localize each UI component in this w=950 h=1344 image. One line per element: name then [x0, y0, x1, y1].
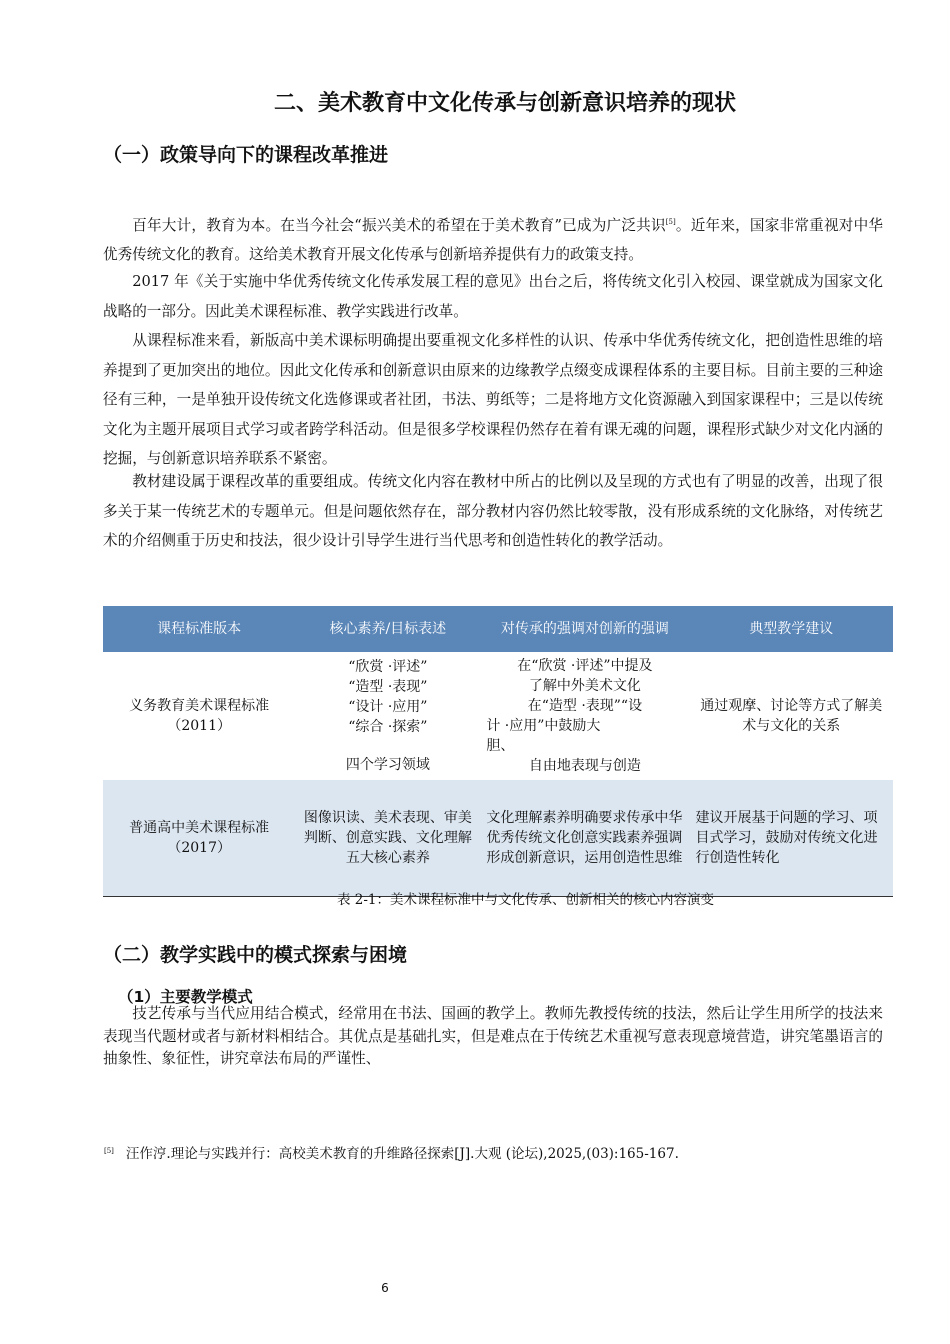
table-header-cell: 课程标准版本 — [157, 620, 242, 637]
subsection-title-policy: （一）政策导向下的课程改革推进 — [103, 144, 389, 166]
paragraph-teaching-mode: 技艺传承与当代应用结合模式，经常用在书法、国画的教学上。教师先教授传统的技法，然后让学生用所学的技法来表现当代题材或者与新材料相结合。其优点是基础扎实，但是难点在于传统艺术重视写意表现意境营造，讲究笔墨语言的抽象性、象征性，讲究章法布局的严谨性、 — [103, 1005, 883, 1067]
table-cell-emphasis — [480, 652, 689, 780]
cell-line: 计 ·应用”中鼓励大 — [486, 718, 601, 734]
table-row — [103, 652, 893, 780]
subsection-title-practice: （二）教学实践中的模式探索与困境 — [103, 944, 408, 966]
table-cell-emphasis: 文化理解素养明确要求传承中华优秀传统文化创意实践素养强调形成创新意识，运用创造性思维 — [486, 809, 683, 866]
citation-ref[interactable]: [5] — [665, 218, 676, 226]
table-row — [103, 780, 893, 896]
footnote-mark: [5] — [104, 1146, 114, 1155]
paragraph-2: 2017 年《关于实施中华优秀传统文化传承发展工程的意见》出台之后，将传统文化引入校园、课堂就成为国家文化战略的一部分。因此美术课程标准、教学实践进行改革。 — [103, 273, 883, 320]
table-cell-version — [103, 780, 295, 896]
table-cell-version — [103, 652, 295, 780]
sub-subsection-title: （1）主要教学模式 — [118, 988, 253, 1006]
cell-line: “设计 ·应用” — [348, 699, 428, 715]
table-header-cell: 核心素养/目标表述 — [329, 620, 447, 637]
cell-line: 义务教育美术课程标准 — [129, 698, 270, 714]
table-header-row — [103, 606, 893, 652]
paragraph-1-text-b: 。近年来，国家非常重视对中华优秀传统文化的教育。这给美术教育开展文化传承与创新培养提供有力的政策支持。 — [103, 216, 883, 264]
paragraph-1-text-a: 百年大计，教育为本。在当今社会“振兴美术的希望在于美术教育”已成为广泛共识 — [132, 216, 666, 234]
curriculum-standards-table — [103, 606, 893, 897]
cell-line: 在“欣赏 ·评述”中提及 — [517, 658, 653, 674]
cell-line: 在“造型 ·表现”“设 — [527, 698, 643, 714]
table-cell-goals — [295, 652, 480, 780]
cell-line: 普通高中美术课程标准 — [129, 819, 270, 836]
page-number: 6 — [381, 1281, 389, 1295]
table-cell-suggestion: 建议开展基于问题的学习、项目式学习，鼓励对传统文化进行创造性转化 — [695, 809, 878, 866]
cell-line — [301, 737, 474, 755]
footnote — [104, 1142, 679, 1162]
table-cell-suggestion: 通过观摩、讨论等方式了解美术与文化的关系 — [700, 698, 883, 734]
paragraph-3: 从课程标准来看，新版高中美术课标明确提出要重视文化多样性的认识、传承中华优秀传统文化，把创造性思维的培养提到了更加突出的地位。因此文化传承和创新意识由原来的边缘教学点缀变成课程体系的主要目标。目前主要的三种途径有三种，一是单独开设传统文化选修课或者社团，书法、剪纸等；二是将地方文化资源融入到国家课程中；三是以传统文化为主题开展项目式学习或者跨学科活动。但是很多学校课程仍然存在着有课无魂的问题，课程形式缺少对文化内涵的挖掘，与创新意识培养联系不紧密。 — [103, 332, 883, 467]
table-header-cell: 典型教学建议 — [749, 620, 834, 637]
footnote-text: 汪作涥.理论与实践并行：高校美术教育的升维路径探索[J].大观 (论坛),2025,(03):165-167. — [125, 1146, 679, 1162]
paragraph-4: 教材建设属于课程改革的重要组成。传统文化内容在教材中所占的比例以及呈现的方式也有了明显的改善，出现了很多关于某一传统艺术的专题单元。但是问题依然存在，部分教材内容仍然比较零散，没有形成系统的文化脉络，对传统艺术的介绍侧重于历史和技法，很少设计引导学生进行当代思考和创造性转化的教学活动。 — [103, 473, 883, 549]
cell-line: “造型 ·表现” — [348, 679, 428, 695]
paragraph-1 — [103, 208, 883, 270]
table-caption: 表 2-1：美术课程标准中与文化传承、创新相关的核心内容演变 — [336, 892, 715, 908]
section-title: 二、美术教育中文化传承与创新意识培养的现状 — [273, 91, 736, 116]
cell-line: 胆、 — [486, 738, 515, 754]
cell-line: 了解中外美术文化 — [528, 678, 641, 694]
table-cell-goals: 图像识读、美术表现、审美判断、创意实践、文化理解五大核心素养 — [303, 809, 472, 866]
table-header-cell: 对传承的强调对创新的强调 — [500, 620, 669, 637]
cell-line: （2011） — [167, 718, 231, 734]
cell-line: 自由地表现与创造 — [528, 758, 641, 774]
cell-line: （2017） — [167, 839, 231, 856]
cell-line: 四个学习领域 — [345, 757, 430, 773]
cell-line: “欣赏 ·评述” — [348, 659, 428, 675]
cell-line: “综合 ·探索” — [348, 719, 428, 735]
